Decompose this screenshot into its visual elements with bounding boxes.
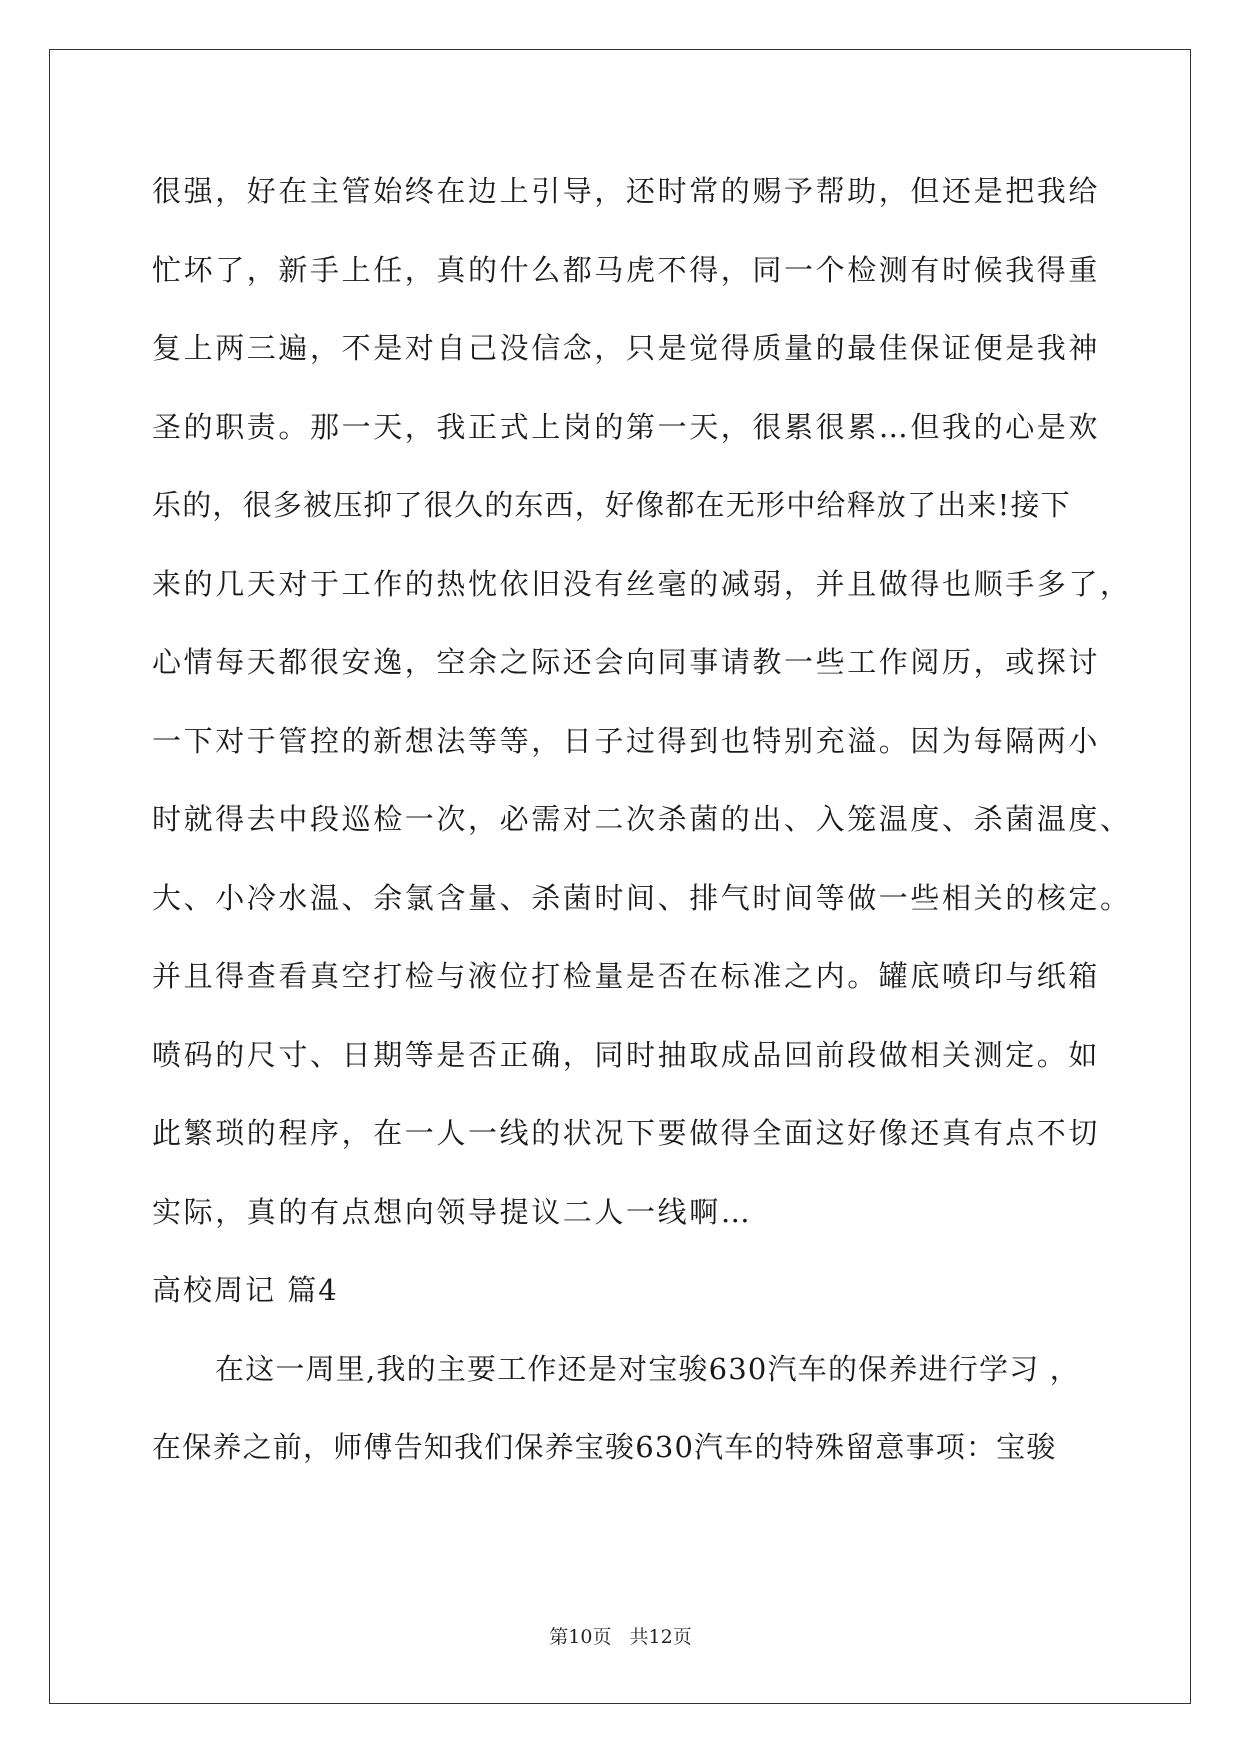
body-line: 心情每天都很安逸，空余之际还会向同事请教一些工作阅历，或探讨 — [152, 645, 1101, 679]
body-line: 喷码的尺寸、日期等是否正确，同时抽取成品回前段做相关测定。如 — [152, 1037, 1101, 1072]
body-line: 此繁琐的程序，在一人一线的状况下要做得全面这好像还真有点不切 — [152, 1116, 1101, 1150]
body-line: 圣的职责。那一天，我正式上岗的第一天，很累很累…但我的心是欢 — [152, 409, 1101, 444]
page-number-current: 第10页 — [549, 1626, 612, 1648]
body-line: 大、小冷水温、余氯含量、杀菌时间、排气时间等做一些相关的核定。 — [152, 880, 1132, 915]
body-line: 很强，好在主管始终在边上引导，还时常的赐予帮助，但还是把我给 — [152, 174, 1101, 208]
body-line: 乐的，很多被压抑了很久的东西，好像都在无形中给释放了出来!接下 — [152, 488, 1071, 522]
page-footer — [0, 1622, 1241, 1649]
body-line: 时就得去中段巡检一次，必需对二次杀菌的出、入笼温度、杀菌温度、 — [152, 802, 1132, 836]
body-line: 来的几天对于工作的热忱依旧没有丝毫的减弱，并且做得也顺手多了， — [152, 566, 1132, 601]
document-body — [152, 152, 1132, 1487]
section-heading: 高校周记 篇4 — [152, 1273, 339, 1307]
section-body-line: 在这一周里,我的主要工作还是对宝骏630汽车的保养进行学习 ， — [215, 1351, 1080, 1386]
page-number-total: 共12页 — [629, 1626, 692, 1648]
body-line: 实际，真的有点想向领导提议二人一线啊… — [152, 1194, 753, 1229]
section-body-line: 在保养之前，师傅告知我们保养宝骏630汽车的特殊留意事项：宝骏 — [152, 1430, 1057, 1464]
body-line: 一下对于管控的新想法等等，日子过得到也特别充溢。因为每隔两小 — [152, 723, 1101, 758]
body-line: 复上两三遍，不是对自己没信念，只是觉得质量的最佳保证便是我神 — [152, 331, 1101, 365]
body-line: 忙坏了，新手上任，真的什么都马虎不得，同一个检测有时候我得重 — [152, 252, 1101, 287]
body-line: 并且得查看真空打检与液位打检量是否在标准之内。罐底喷印与纸箱 — [152, 959, 1101, 993]
